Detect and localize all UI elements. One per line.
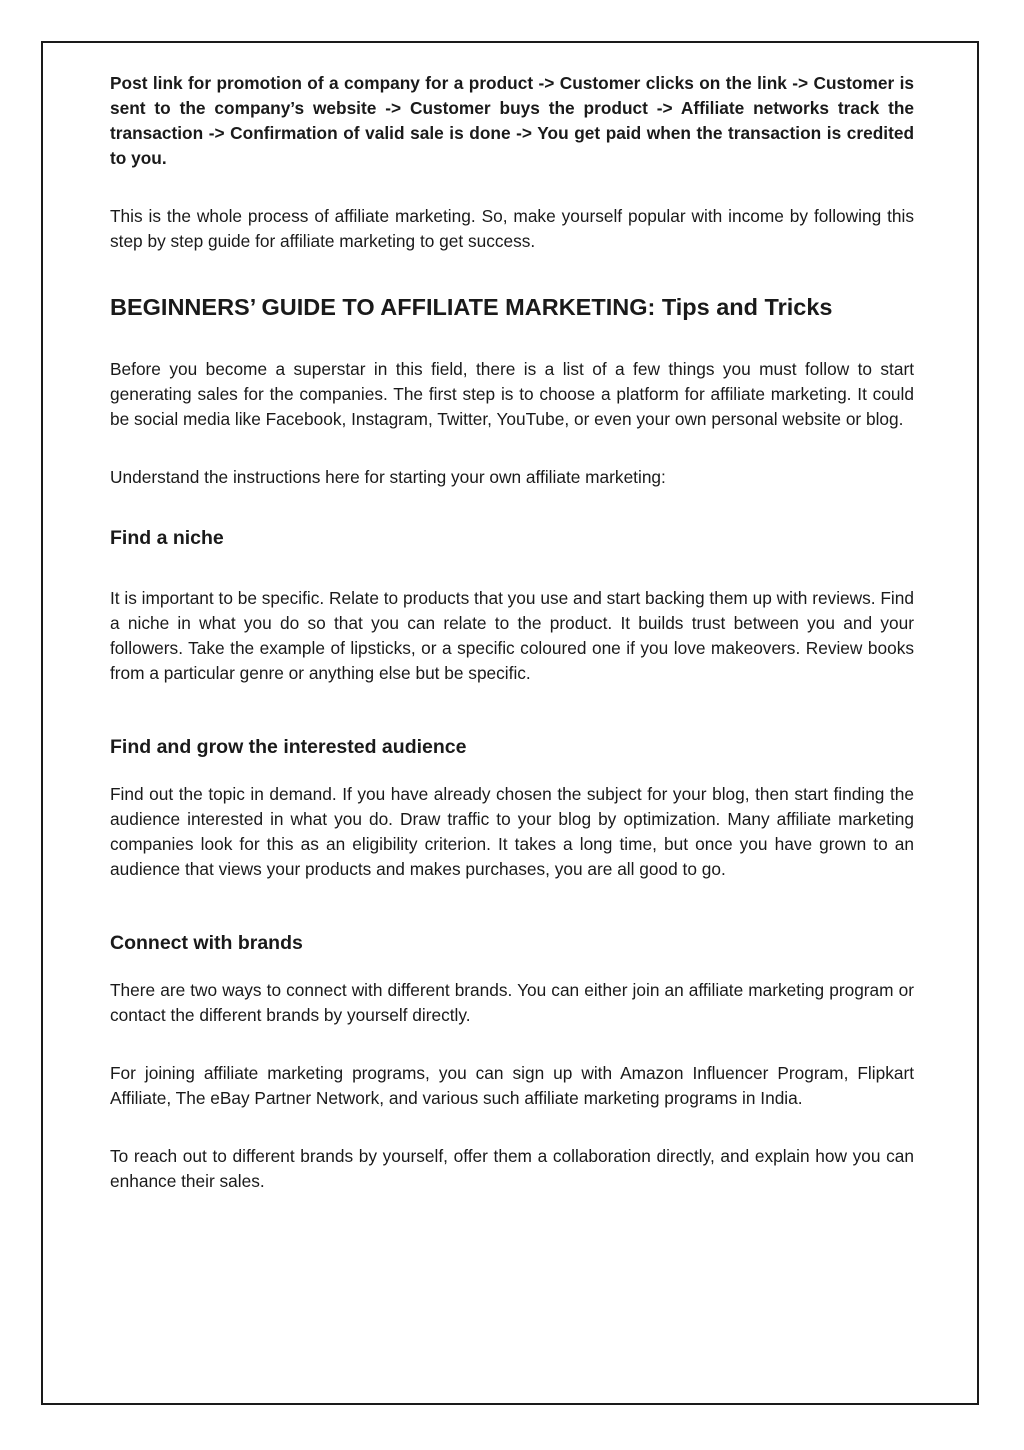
find-niche-paragraph: It is important to be specific. Relate to products that you use and start backing them up with reviews. Find a niche in what you do so that you can relate to the product. It builds trust between you and your followers. Take the example of lipsticks, or a specific coloured one if you love makeovers. Review books from a particular genre or anything else but be specific. [110,588,914,683]
section-heading-connect-brands: Connect with brands [110,932,303,954]
guide-intro-paragraph: Before you become a superstar in this field, there is a list of a few things you must follow to start generating sales for the companies. The first step is to choose a platform for affiliate marketing. It could be social media like Facebook, Instagram, Twitter, YouTube, or even your own personal website or blog. [110,359,914,429]
document-body [110,71,914,1194]
section-heading-find-niche: Find a niche [110,527,224,549]
connect-brands-paragraph-1: There are two ways to connect with different brands. You can either join an affiliate marketing program or contact the different brands by yourself directly. [110,980,914,1025]
section-heading-grow-audience: Find and grow the interested audience [110,736,467,758]
connect-brands-paragraph-2: For joining affiliate marketing programs, you can sign up with Amazon Influencer Program, Flipkart Affiliate, The eBay Partner Network, and various such affiliate marketing programs in India. [110,1063,914,1108]
main-heading: BEGINNERS’ GUIDE TO AFFILIATE MARKETING: Tips and Tricks [110,294,833,320]
instructions-line: Understand the instructions here for starting your own affiliate marketing: [110,467,666,487]
intro-process-paragraph: Post link for promotion of a company for a product -> Customer clicks on the link -> Customer is sent to the company’s website -> Customer buys the product -> Affiliate networks track the transaction -> Confirmation of valid sale is done -> You get paid when the transaction is credited to you. [110,73,914,168]
intro-summary-paragraph: This is the whole process of affiliate marketing. So, make yourself popular with income by following this step by step guide for affiliate marketing to get success. [110,206,914,251]
grow-audience-paragraph: Find out the topic in demand. If you have already chosen the subject for your blog, then start finding the audience interested in what you do. Draw traffic to your blog by optimization. Many affiliate marketing companies look for this as an eligibility criterion. It takes a long time, but once you have grown to an audience that views your products and makes purchases, you are all good to go. [110,784,914,879]
connect-brands-paragraph-3: To reach out to different brands by yourself, offer them a collaboration directly, and explain how you can enhance their sales. [110,1146,914,1191]
